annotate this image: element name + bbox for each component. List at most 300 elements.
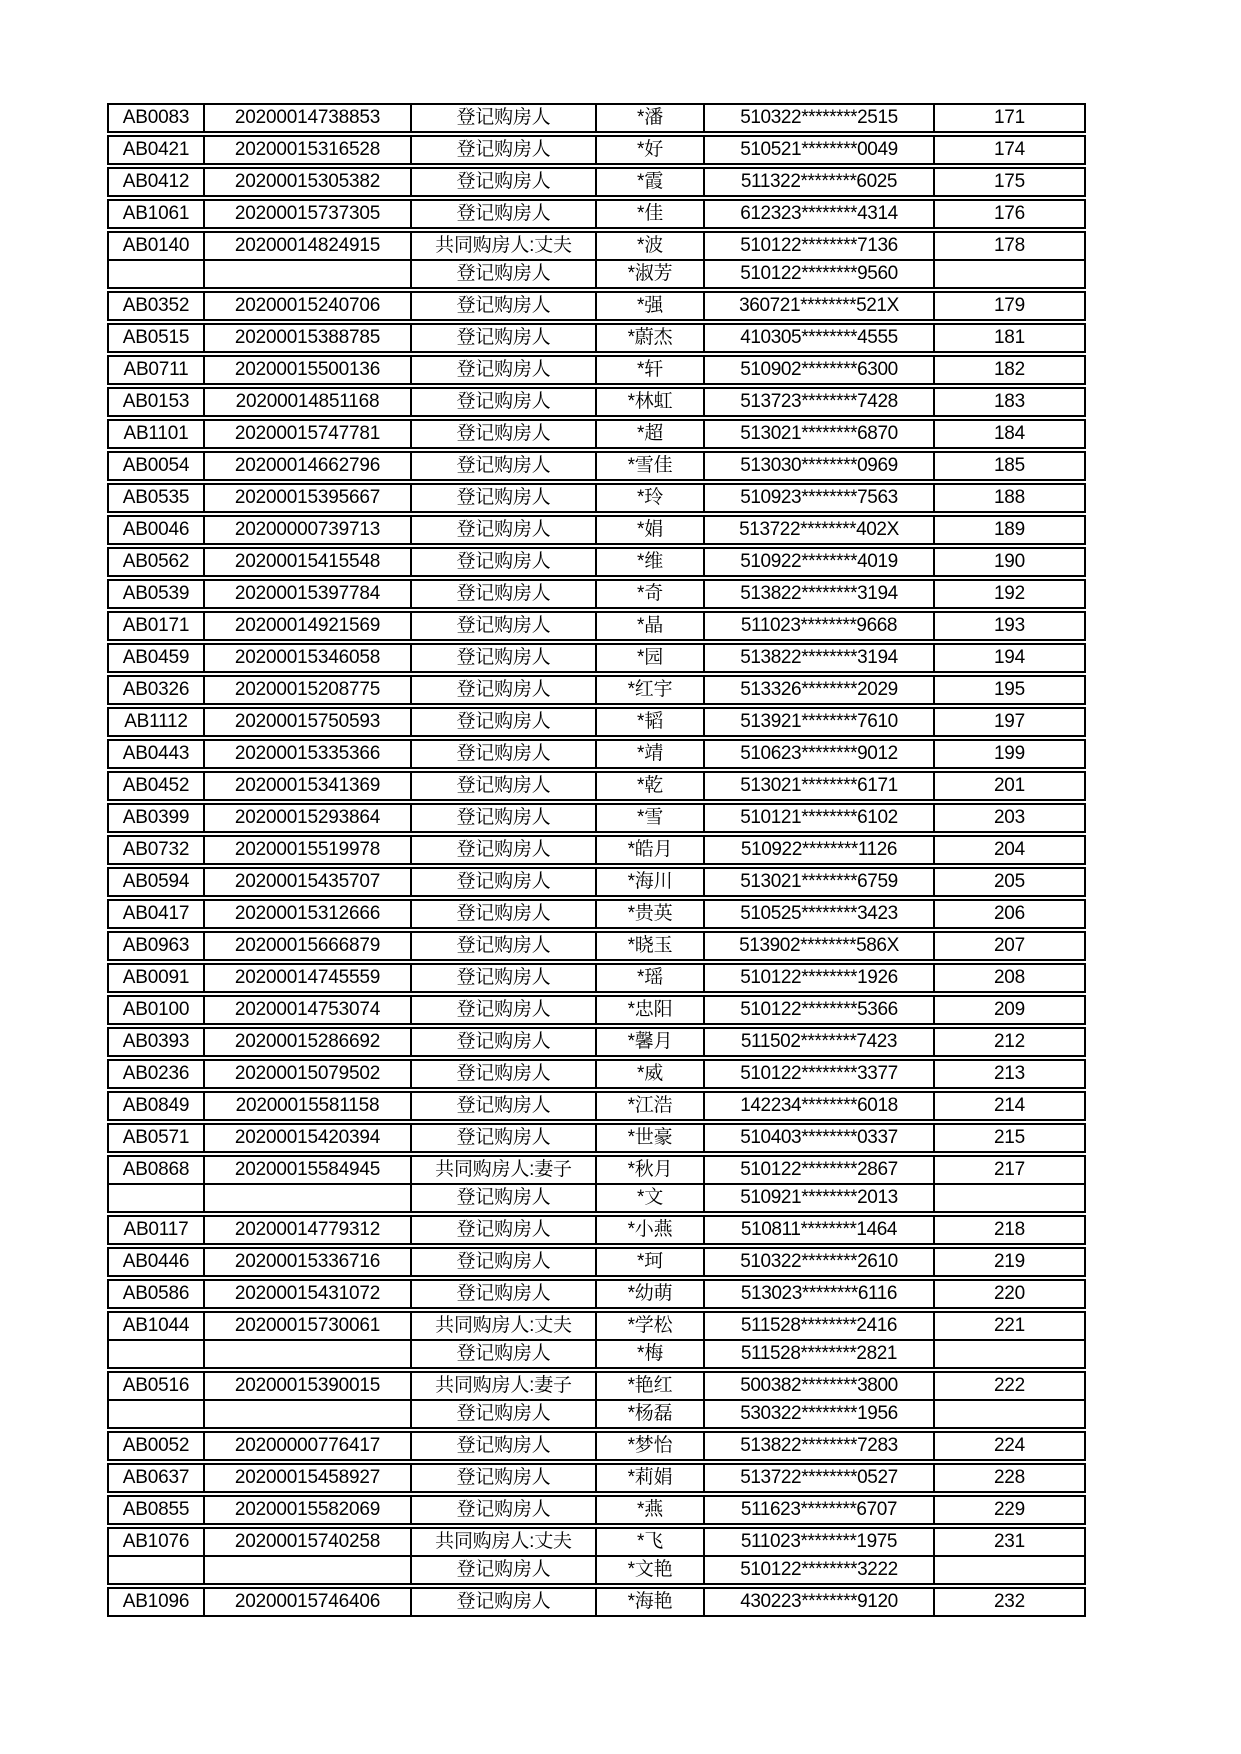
table-row	[109, 901, 1084, 927]
cell-buyer-type: 登记购房人	[412, 805, 597, 831]
table-row-cobuyer	[109, 1555, 1084, 1583]
cell-sequence-number: 175	[993, 171, 1026, 192]
cell-buyer-type: 登记购房人	[412, 1465, 597, 1491]
cell-sequence-number	[935, 1557, 1084, 1583]
cell-serial-number: 20200015397784	[205, 581, 412, 607]
cell-applicant-code: AB0083	[109, 105, 205, 131]
cell-serial-number: 20200015500136	[205, 357, 412, 383]
table-record	[107, 167, 1086, 197]
cell-masked-id-number: 513021********6759	[705, 869, 935, 895]
cell-masked-id-number: 510403********0337	[705, 1125, 935, 1151]
cell-masked-id-number: 510122********7136	[705, 233, 935, 259]
cell-buyer-type: 登记购房人	[412, 677, 597, 703]
table-record	[107, 931, 1086, 961]
table-row	[109, 325, 1084, 351]
table-record	[107, 1059, 1086, 1089]
cell-buyer-type: 登记购房人	[412, 869, 597, 895]
cell-sequence-number: 231	[993, 1531, 1026, 1552]
cell-masked-name: *淑芳	[597, 261, 705, 287]
cell-serial-number: 20200015747781	[205, 421, 412, 447]
cell-masked-name: *小燕	[597, 1217, 705, 1243]
table-record	[107, 707, 1086, 737]
cell-serial-number: 20200015208775	[205, 677, 412, 703]
cell-masked-id-number: 513822********3194	[705, 581, 935, 607]
cell-masked-name: *秋月	[597, 1157, 705, 1183]
cell-applicant-code: AB1101	[109, 421, 205, 447]
cell-serial-number: 20200014779312	[205, 1217, 412, 1243]
cell-masked-name: *强	[597, 293, 705, 319]
cell-masked-id-number: 513023********6116	[705, 1281, 935, 1307]
cell-sequence-number: 179	[993, 295, 1026, 316]
table-record	[107, 1311, 1086, 1369]
cell-serial-number: 20200015420394	[205, 1125, 412, 1151]
table-row-cobuyer	[109, 1183, 1084, 1211]
cell-sequence-number: 217	[993, 1159, 1026, 1180]
table-row-cobuyer	[109, 1339, 1084, 1367]
cell-masked-id-number: 511623********6707	[705, 1497, 935, 1523]
cell-sequence-number: 232	[993, 1591, 1026, 1612]
cell-sequence-number: 171	[993, 107, 1026, 128]
table-record	[107, 387, 1086, 417]
cell-masked-name: *文	[597, 1185, 705, 1211]
cell-sequence-number: 184	[993, 423, 1026, 444]
cell-sequence-number: 220	[993, 1283, 1026, 1304]
table-row	[109, 837, 1084, 863]
cell-buyer-type: 登记购房人	[412, 1185, 597, 1211]
cell-applicant-code: AB0855	[109, 1497, 205, 1523]
cell-masked-id-number: 410305********4555	[705, 325, 935, 351]
cell-applicant-code: AB0140	[109, 233, 205, 259]
cell-serial-number: 20200015431072	[205, 1281, 412, 1307]
cell-serial-number: 20200014921569	[205, 613, 412, 639]
cell-buyer-type: 登记购房人	[412, 1249, 597, 1275]
table-row	[109, 389, 1084, 415]
table-record	[107, 547, 1086, 577]
cell-masked-id-number: 510322********2610	[705, 1249, 935, 1275]
table-record	[107, 1027, 1086, 1057]
cell-masked-id-number: 511528********2821	[705, 1341, 935, 1367]
cell-applicant-code	[109, 1185, 205, 1211]
cell-applicant-code: AB0637	[109, 1465, 205, 1491]
cell-buyer-type: 登记购房人	[412, 709, 597, 735]
cell-applicant-code: AB1076	[109, 1529, 205, 1555]
cell-serial-number: 20200014745559	[205, 965, 412, 991]
cell-applicant-code	[109, 261, 205, 287]
buyers-table	[107, 103, 1086, 1617]
table-record	[107, 1247, 1086, 1277]
cell-serial-number: 20200015666879	[205, 933, 412, 959]
cell-applicant-code: AB0516	[109, 1373, 205, 1399]
table-record	[107, 1279, 1086, 1309]
cell-buyer-type: 登记购房人	[412, 1125, 597, 1151]
cell-sequence-number: 222	[993, 1375, 1026, 1396]
cell-masked-name: *雪	[597, 805, 705, 831]
cell-buyer-type: 登记购房人	[412, 997, 597, 1023]
cell-serial-number: 20200015293864	[205, 805, 412, 831]
table-row	[109, 709, 1084, 735]
cell-sequence-number: 218	[993, 1219, 1026, 1240]
cell-masked-id-number: 513021********6171	[705, 773, 935, 799]
cell-applicant-code: AB1096	[109, 1589, 205, 1615]
cell-masked-id-number: 510811********1464	[705, 1217, 935, 1243]
table-row	[109, 201, 1084, 227]
cell-buyer-type: 登记购房人	[412, 357, 597, 383]
cell-sequence-number: 203	[993, 807, 1026, 828]
cell-applicant-code: AB0963	[109, 933, 205, 959]
cell-applicant-code: AB0446	[109, 1249, 205, 1275]
cell-masked-name: *海艳	[597, 1589, 705, 1615]
cell-sequence-number: 183	[993, 391, 1026, 412]
cell-masked-id-number: 510922********4019	[705, 549, 935, 575]
cell-applicant-code: AB0100	[109, 997, 205, 1023]
cell-applicant-code: AB0091	[109, 965, 205, 991]
cell-masked-name: *林虹	[597, 389, 705, 415]
cell-applicant-code: AB0417	[109, 901, 205, 927]
cell-masked-name: *瑶	[597, 965, 705, 991]
table-row-cobuyer	[109, 259, 1084, 287]
cell-buyer-type: 登记购房人	[412, 645, 597, 671]
cell-serial-number	[205, 261, 412, 287]
table-row	[109, 105, 1084, 131]
cell-sequence-number: 228	[993, 1467, 1026, 1488]
cell-serial-number: 20200015390015	[205, 1373, 412, 1399]
cell-masked-name: *蔚杰	[597, 325, 705, 351]
cell-masked-id-number: 511023********1975	[705, 1529, 935, 1555]
table-record	[107, 1495, 1086, 1525]
cell-masked-id-number: 430223********9120	[705, 1589, 935, 1615]
cell-applicant-code: AB0326	[109, 677, 205, 703]
cell-sequence-number: 207	[993, 935, 1026, 956]
cell-masked-id-number: 500382********3800	[705, 1373, 935, 1399]
cell-applicant-code: AB0452	[109, 773, 205, 799]
cell-serial-number: 20200015435707	[205, 869, 412, 895]
cell-sequence-number: 176	[993, 203, 1026, 224]
table-row	[109, 805, 1084, 831]
cell-sequence-number	[935, 1185, 1084, 1211]
cell-buyer-type: 登记购房人	[412, 965, 597, 991]
cell-masked-name: *轩	[597, 357, 705, 383]
cell-serial-number: 20200014753074	[205, 997, 412, 1023]
cell-sequence-number	[935, 1401, 1084, 1427]
cell-applicant-code: AB0849	[109, 1093, 205, 1119]
table-row	[109, 933, 1084, 959]
cell-sequence-number: 221	[993, 1315, 1026, 1336]
cell-sequence-number: 215	[993, 1127, 1026, 1148]
cell-masked-id-number: 530322********1956	[705, 1401, 935, 1427]
cell-masked-id-number: 513722********402X	[705, 517, 935, 543]
cell-masked-name: *威	[597, 1061, 705, 1087]
cell-serial-number: 20200014662796	[205, 453, 412, 479]
cell-sequence-number	[935, 261, 1084, 287]
cell-applicant-code: AB0171	[109, 613, 205, 639]
cell-buyer-type: 登记购房人	[412, 105, 597, 131]
table-record	[107, 835, 1086, 865]
cell-applicant-code: AB0412	[109, 169, 205, 195]
table-row	[109, 1249, 1084, 1275]
cell-masked-name: *晶	[597, 613, 705, 639]
table-record	[107, 867, 1086, 897]
cell-masked-id-number: 510322********2515	[705, 105, 935, 131]
cell-buyer-type: 登记购房人	[412, 1341, 597, 1367]
cell-masked-name: *梅	[597, 1341, 705, 1367]
cell-masked-id-number: 511528********2416	[705, 1313, 935, 1339]
cell-buyer-type: 登记购房人	[412, 741, 597, 767]
cell-masked-id-number: 142234********6018	[705, 1093, 935, 1119]
cell-applicant-code	[109, 1341, 205, 1367]
table-row	[109, 453, 1084, 479]
cell-sequence-number: 174	[993, 139, 1026, 160]
table-row	[109, 1529, 1084, 1555]
cell-masked-id-number: 510122********9560	[705, 261, 935, 287]
table-record	[107, 451, 1086, 481]
table-row	[109, 645, 1084, 671]
cell-masked-name: *飞	[597, 1529, 705, 1555]
cell-applicant-code: AB0352	[109, 293, 205, 319]
cell-masked-id-number: 511502********7423	[705, 1029, 935, 1055]
cell-buyer-type: 登记购房人	[412, 261, 597, 287]
table-row	[109, 1281, 1084, 1307]
table-record	[107, 1527, 1086, 1585]
table-row	[109, 613, 1084, 639]
cell-buyer-type: 登记购房人	[412, 901, 597, 927]
table-row	[109, 965, 1084, 991]
table-record	[107, 231, 1086, 289]
cell-masked-name: *奇	[597, 581, 705, 607]
cell-sequence-number	[935, 1341, 1084, 1367]
cell-serial-number: 20200015737305	[205, 201, 412, 227]
cell-masked-id-number: 510922********1126	[705, 837, 935, 863]
table-row	[109, 357, 1084, 383]
cell-applicant-code: AB1044	[109, 1313, 205, 1339]
cell-masked-name: *珂	[597, 1249, 705, 1275]
cell-masked-name: *霞	[597, 169, 705, 195]
cell-buyer-type: 登记购房人	[412, 389, 597, 415]
cell-masked-name: *雪佳	[597, 453, 705, 479]
cell-sequence-number: 194	[993, 647, 1026, 668]
cell-masked-id-number: 360721********521X	[705, 293, 935, 319]
cell-sequence-number: 181	[993, 327, 1026, 348]
cell-buyer-type: 共同购房人:妻子	[412, 1373, 597, 1399]
cell-applicant-code: AB0515	[109, 325, 205, 351]
table-row	[109, 1157, 1084, 1183]
table-record	[107, 739, 1086, 769]
cell-masked-name: *好	[597, 137, 705, 163]
cell-sequence-number: 201	[993, 775, 1026, 796]
cell-serial-number	[205, 1185, 412, 1211]
cell-masked-id-number: 510122********2867	[705, 1157, 935, 1183]
cell-serial-number: 20200015395667	[205, 485, 412, 511]
cell-masked-id-number: 510525********3423	[705, 901, 935, 927]
cell-buyer-type: 登记购房人	[412, 453, 597, 479]
cell-masked-id-number: 513030********0969	[705, 453, 935, 479]
cell-masked-name: *艳红	[597, 1373, 705, 1399]
cell-serial-number: 20200015458927	[205, 1465, 412, 1491]
cell-masked-name: *世豪	[597, 1125, 705, 1151]
cell-buyer-type: 共同购房人:妻子	[412, 1157, 597, 1183]
cell-serial-number: 20200015519978	[205, 837, 412, 863]
cell-buyer-type: 登记购房人	[412, 1093, 597, 1119]
cell-serial-number: 20200015336716	[205, 1249, 412, 1275]
table-record	[107, 1587, 1086, 1617]
cell-buyer-type: 登记购房人	[412, 517, 597, 543]
cell-masked-name: *幼萌	[597, 1281, 705, 1307]
cell-masked-name: *园	[597, 645, 705, 671]
cell-serial-number: 20200015746406	[205, 1589, 412, 1615]
table-record	[107, 1091, 1086, 1121]
table-record	[107, 1155, 1086, 1213]
table-record	[107, 419, 1086, 449]
cell-serial-number: 20200015584945	[205, 1157, 412, 1183]
cell-applicant-code: AB0153	[109, 389, 205, 415]
cell-buyer-type: 共同购房人:丈夫	[412, 1313, 597, 1339]
cell-applicant-code: AB0054	[109, 453, 205, 479]
cell-applicant-code: AB0421	[109, 137, 205, 163]
cell-serial-number: 20200015750593	[205, 709, 412, 735]
cell-serial-number: 20200014824915	[205, 233, 412, 259]
cell-buyer-type: 登记购房人	[412, 1497, 597, 1523]
table-record	[107, 963, 1086, 993]
table-record	[107, 1215, 1086, 1245]
cell-masked-id-number: 511023********9668	[705, 613, 935, 639]
cell-masked-id-number: 510122********3222	[705, 1557, 935, 1583]
table-row	[109, 1061, 1084, 1087]
cell-buyer-type: 登记购房人	[412, 421, 597, 447]
table-row	[109, 421, 1084, 447]
cell-masked-name: *皓月	[597, 837, 705, 863]
cell-masked-id-number: 510902********6300	[705, 357, 935, 383]
table-row	[109, 1313, 1084, 1339]
cell-buyer-type: 登记购房人	[412, 137, 597, 163]
table-record	[107, 199, 1086, 229]
cell-serial-number	[205, 1341, 412, 1367]
table-row	[109, 1029, 1084, 1055]
cell-sequence-number: 229	[993, 1499, 1026, 1520]
cell-buyer-type: 登记购房人	[412, 549, 597, 575]
cell-serial-number: 20200015335366	[205, 741, 412, 767]
table-record	[107, 579, 1086, 609]
cell-masked-id-number: 612323********4314	[705, 201, 935, 227]
table-record	[107, 675, 1086, 705]
table-record	[107, 291, 1086, 321]
table-record	[107, 643, 1086, 673]
cell-serial-number: 20200015079502	[205, 1061, 412, 1087]
table-row	[109, 677, 1084, 703]
cell-masked-id-number: 513722********0527	[705, 1465, 935, 1491]
cell-buyer-type: 登记购房人	[412, 1281, 597, 1307]
cell-masked-name: *超	[597, 421, 705, 447]
cell-serial-number: 20200015388785	[205, 325, 412, 351]
table-row	[109, 1465, 1084, 1491]
cell-masked-id-number: 513902********586X	[705, 933, 935, 959]
cell-buyer-type: 登记购房人	[412, 581, 597, 607]
cell-applicant-code: AB0535	[109, 485, 205, 511]
cell-masked-name: *江浩	[597, 1093, 705, 1119]
cell-sequence-number: 178	[993, 235, 1026, 256]
cell-buyer-type: 登记购房人	[412, 1061, 597, 1087]
table-record	[107, 899, 1086, 929]
cell-applicant-code: AB0443	[109, 741, 205, 767]
table-record	[107, 771, 1086, 801]
cell-sequence-number: 205	[993, 871, 1026, 892]
table-row	[109, 1093, 1084, 1119]
table-row	[109, 169, 1084, 195]
cell-serial-number: 20200015341369	[205, 773, 412, 799]
cell-buyer-type: 登记购房人	[412, 1557, 597, 1583]
cell-sequence-number: 212	[993, 1031, 1026, 1052]
table-record	[107, 103, 1086, 133]
cell-serial-number: 20200015312666	[205, 901, 412, 927]
cell-applicant-code: AB0459	[109, 645, 205, 671]
cell-sequence-number: 192	[993, 583, 1026, 604]
cell-serial-number: 20200015305382	[205, 169, 412, 195]
cell-buyer-type: 共同购房人:丈夫	[412, 233, 597, 259]
cell-masked-id-number: 511322********6025	[705, 169, 935, 195]
table-row	[109, 997, 1084, 1023]
cell-sequence-number: 199	[993, 743, 1026, 764]
cell-applicant-code	[109, 1401, 205, 1427]
cell-masked-name: *波	[597, 233, 705, 259]
cell-sequence-number: 214	[993, 1095, 1026, 1116]
cell-masked-name: *佳	[597, 201, 705, 227]
cell-serial-number: 20200015415548	[205, 549, 412, 575]
cell-applicant-code: AB0117	[109, 1217, 205, 1243]
cell-masked-name: *馨月	[597, 1029, 705, 1055]
cell-applicant-code: AB0052	[109, 1433, 205, 1459]
cell-applicant-code: AB0571	[109, 1125, 205, 1151]
cell-serial-number: 20200000739713	[205, 517, 412, 543]
cell-serial-number: 20200014738853	[205, 105, 412, 131]
table-row	[109, 1125, 1084, 1151]
cell-masked-name: *贵英	[597, 901, 705, 927]
table-row	[109, 485, 1084, 511]
cell-applicant-code: AB0399	[109, 805, 205, 831]
cell-applicant-code: AB0732	[109, 837, 205, 863]
cell-serial-number	[205, 1401, 412, 1427]
cell-applicant-code: AB0393	[109, 1029, 205, 1055]
table-row-cobuyer	[109, 1399, 1084, 1427]
table-row	[109, 1217, 1084, 1243]
cell-masked-id-number: 510122********5366	[705, 997, 935, 1023]
cell-sequence-number: 197	[993, 711, 1026, 732]
cell-masked-name: *文艳	[597, 1557, 705, 1583]
cell-buyer-type: 登记购房人	[412, 485, 597, 511]
cell-buyer-type: 共同购房人:丈夫	[412, 1529, 597, 1555]
cell-masked-name: *潘	[597, 105, 705, 131]
cell-masked-id-number: 510921********2013	[705, 1185, 935, 1211]
table-row	[109, 293, 1084, 319]
cell-sequence-number: 193	[993, 615, 1026, 636]
cell-applicant-code: AB1061	[109, 201, 205, 227]
cell-masked-id-number: 513822********7283	[705, 1433, 935, 1459]
cell-applicant-code: AB0539	[109, 581, 205, 607]
table-record	[107, 803, 1086, 833]
table-row	[109, 741, 1084, 767]
cell-sequence-number: 190	[993, 551, 1026, 572]
cell-serial-number: 20200014851168	[205, 389, 412, 415]
cell-masked-id-number: 510122********3377	[705, 1061, 935, 1087]
cell-masked-name: *杨磊	[597, 1401, 705, 1427]
cell-sequence-number: 213	[993, 1063, 1026, 1084]
table-record	[107, 515, 1086, 545]
cell-buyer-type: 登记购房人	[412, 325, 597, 351]
cell-buyer-type: 登记购房人	[412, 933, 597, 959]
cell-sequence-number: 206	[993, 903, 1026, 924]
table-record	[107, 483, 1086, 513]
cell-sequence-number: 182	[993, 359, 1026, 380]
table-row	[109, 549, 1084, 575]
table-row	[109, 137, 1084, 163]
table-record	[107, 135, 1086, 165]
